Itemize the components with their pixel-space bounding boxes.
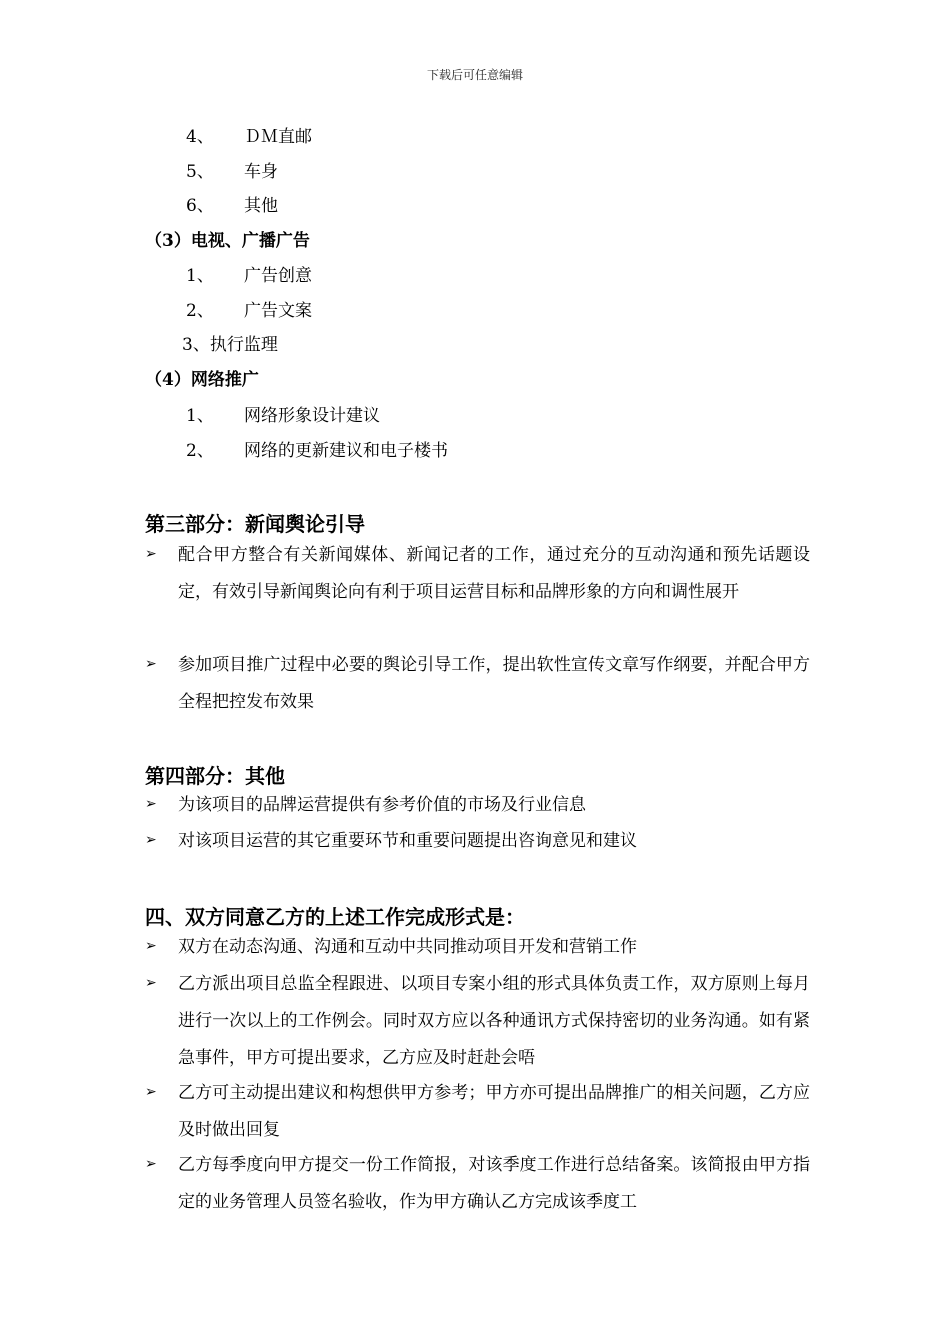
bullet-item: ➢ 乙方可主动提出建议和构想供甲方参考；甲方亦可提出品牌推广的相关问题，乙方应及时做出回复	[145, 1083, 810, 1140]
bullet-item: ➢ 参加项目推广过程中必要的舆论引导工作，提出软性宣传文章写作纲要，并配合甲方全程把控发布效果	[145, 655, 810, 712]
section-title: 第三部分：新闻舆论引导	[145, 512, 365, 536]
section-title: 第四部分：其他	[145, 764, 285, 788]
subheading-network: （4）网络推广	[145, 370, 259, 390]
subheading-tv-radio: （3）电视、广播广告	[145, 231, 310, 251]
arrow-bullet-icon: ➢	[145, 656, 157, 672]
list-item: 1、 网络形象设计建议	[186, 406, 380, 426]
arrow-bullet-icon: ➢	[145, 796, 157, 812]
bullet-item: ➢ 乙方每季度向甲方提交一份工作简报，对该季度工作进行总结备案。该简报由甲方指定的业务管理人员签名验收，作为甲方确认乙方完成该季度工	[145, 1155, 810, 1212]
arrow-bullet-icon: ➢	[145, 832, 157, 848]
list-item: 4、 ＤＭ直邮	[186, 127, 312, 147]
list-item: 2、 广告文案	[186, 301, 312, 321]
arrow-bullet-icon: ➢	[145, 1156, 157, 1172]
bullet-item: ➢ 为该项目的品牌运营提供有参考价值的市场及行业信息	[145, 795, 586, 815]
page-header: 下载后可任意编辑	[426, 68, 523, 82]
list-item: 6、 其他	[186, 196, 278, 216]
bullet-item: ➢ 配合甲方整合有关新闻媒体、新闻记者的工作，通过充分的互动沟通和预先话题设定，有效引导新闻舆论向有利于项目运营目标和品牌形象的方向和调性展开	[145, 545, 810, 602]
bullet-item: ➢ 双方在动态沟通、沟通和互动中共同推动项目开发和营销工作	[145, 937, 637, 957]
bullet-item: ➢ 对该项目运营的其它重要环节和重要问题提出咨询意见和建议	[145, 831, 637, 851]
list-item: 3、执行监理	[182, 335, 278, 355]
list-item: 5、 车身	[186, 162, 278, 182]
arrow-bullet-icon: ➢	[145, 938, 157, 954]
arrow-bullet-icon: ➢	[145, 546, 157, 562]
section-title: 四、双方同意乙方的上述工作完成形式是：	[145, 905, 525, 929]
list-item: 1、 广告创意	[186, 266, 312, 286]
bullet-item: ➢ 乙方派出项目总监全程跟进、以项目专案小组的形式具体负责工作，双方原则上每月进行一次以上的工作例会。同时双方应以各种通讯方式保持密切的业务沟通。如有紧急事件，甲方可提出要求，乙方应及时赶赴会唔	[145, 974, 810, 1068]
arrow-bullet-icon: ➢	[145, 1084, 157, 1100]
list-item: 2、 网络的更新建议和电子楼书	[186, 441, 448, 461]
arrow-bullet-icon: ➢	[145, 975, 157, 991]
